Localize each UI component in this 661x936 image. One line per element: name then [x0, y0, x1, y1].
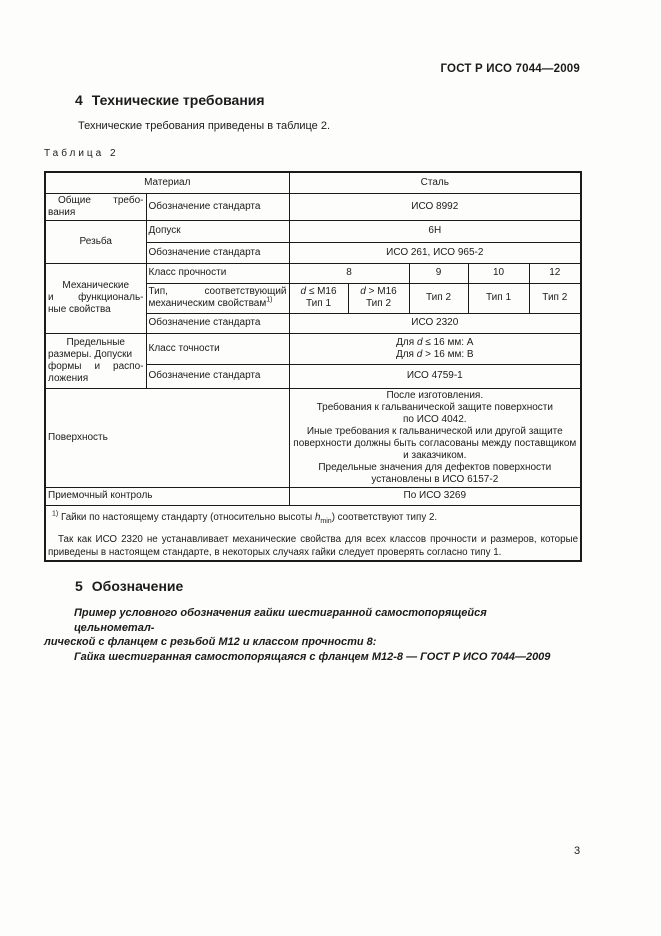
mechanical-standard-label-cell: Обозначение стандарта — [146, 313, 289, 333]
footnote-1-marker: 1) — [52, 510, 59, 518]
designation-example — [44, 606, 570, 664]
page-number: 3 — [574, 845, 581, 857]
thread-group-cell: Резьба — [45, 220, 146, 263]
footnotes-cell — [45, 505, 581, 561]
limits-group-line1: Предельные — [66, 336, 125, 348]
thread-tolerance-value-cell: 6Н — [289, 220, 581, 242]
strength-class-label-cell: Класс прочности — [146, 263, 289, 283]
mechanical-group-line3: ные свойства — [48, 304, 111, 315]
footnote-ref-1: 1) — [266, 296, 273, 304]
table-row-surface — [45, 388, 581, 487]
general-standard-label-cell: Обозначение стандарта — [146, 193, 289, 220]
designation-line: Гайка шестигранная самостопорящаяся с фланцем М12-8 — ГОСТ Р ИСО 7044—2009 — [74, 650, 551, 663]
accuracy-class-label-cell: Класс точности — [146, 333, 289, 364]
table-row-general — [45, 193, 581, 220]
section4-title — [75, 92, 265, 108]
limits-standard-label-cell: Обозначение стандарта — [146, 364, 289, 388]
table-row-strength-class — [45, 263, 581, 283]
type-cell-10: Тип 1 — [468, 283, 529, 313]
acceptance-value-cell: По ИСО 3269 — [289, 487, 581, 505]
example-line2: лической с фланцем с резьбой М12 и классом прочности 8: — [44, 636, 377, 648]
general-group-line1: Общие требо- — [58, 194, 144, 206]
table-row-acceptance — [45, 487, 581, 505]
strength-class-12-cell: 12 — [529, 263, 581, 283]
section5-title-text: Обозначение — [91, 578, 184, 594]
material-header-cell: Материал — [45, 172, 289, 193]
thread-standard-value-cell: ИСО 261, ИСО 965-2 — [289, 242, 581, 263]
type-label-line1: Тип, соответствующий — [148, 286, 287, 297]
type-cell-d-le-m16: d ≤ M16 Тип 1 — [289, 283, 348, 313]
footnote-1: $^{1)}$ Гайки по настоящему стандарту (относительно высоты $h_{min}$) соответствуют типу 2. — [52, 510, 438, 525]
section4-intro-paragraph: Технические требования приведены в таблице 2. — [78, 120, 331, 132]
type-cell-9: Тип 2 — [409, 283, 468, 313]
example-line1: Пример условного обозначения гайки шестигранной самостопорящейся цельнометал- — [74, 607, 487, 634]
type-cell-d-gt-m16: d > M16 Тип 2 — [348, 283, 409, 313]
thread-standard-label-cell: Обозначение стандарта — [146, 242, 289, 263]
requirements-table — [44, 171, 582, 562]
section5-title — [75, 578, 183, 594]
limits-standard-value-cell: ИСО 4759-1 — [289, 364, 581, 388]
mechanical-group-line1: Механические — [62, 280, 130, 291]
table-row-footnotes — [45, 505, 581, 561]
section5-number: 5 — [75, 578, 83, 594]
strength-class-10-cell: 10 — [468, 263, 529, 283]
table2-caption: Таблица 2 — [44, 148, 119, 159]
type-label-cell — [146, 283, 289, 313]
limits-group-line3: формы и распо- — [48, 360, 144, 372]
thread-tolerance-label-cell: Допуск — [146, 220, 289, 242]
section4-title-text: Технические требования — [91, 92, 265, 108]
table-row-material — [45, 172, 581, 193]
strength-class-8-cell: 8 — [289, 263, 409, 283]
type-label-line2: механическим свойствам$^{1)}$ — [148, 296, 273, 309]
section4-number: 4 — [75, 92, 83, 108]
footnote-2: Так как ИСО 2320 не устанавливает механические свойства для всех классов прочности и размеров, которые приведены в настоящем стандарте, в некоторых случаях гайки следует проверять согласно типу 1. — [48, 534, 579, 558]
table-row-accuracy-class — [45, 333, 581, 364]
mechanical-group-line2: и функциональ- — [48, 292, 144, 303]
limits-group-line4: ложения — [48, 372, 89, 384]
accuracy-class-value-cell: Для d ≤ 16 мм: А Для d > 16 мм: В — [289, 333, 581, 364]
table-row-thread-tolerance — [45, 220, 581, 242]
page-header-doc-number: ГОСТ Р ИСО 7044—2009 — [440, 63, 580, 75]
strength-class-9-cell: 9 — [409, 263, 468, 283]
material-value-cell: Сталь — [289, 172, 581, 193]
surface-label-cell: Поверхность — [45, 388, 289, 487]
type-cell-12: Тип 2 — [529, 283, 581, 313]
acceptance-label-cell: Приемочный контроль — [45, 487, 289, 505]
mechanical-standard-value-cell: ИСО 2320 — [289, 313, 581, 333]
surface-value-cell: После изготовления. Требования к гальванической защите поверхности по ИСО 4042. Иные требования к гальванической или другой защите поверхности должны быть согласованы между поставщиком и заказчиком. Предельные значения для дефектов поверхности установлены в ИСО 6157-2 — [289, 388, 581, 487]
limits-group-line2: размеры. Допуски — [48, 348, 133, 360]
mechanical-group-cell — [45, 263, 146, 333]
general-standard-value-cell: ИСО 8992 — [289, 193, 581, 220]
limits-group-cell — [45, 333, 146, 388]
general-group-cell — [45, 193, 146, 220]
general-group-line2: вания — [48, 206, 76, 218]
